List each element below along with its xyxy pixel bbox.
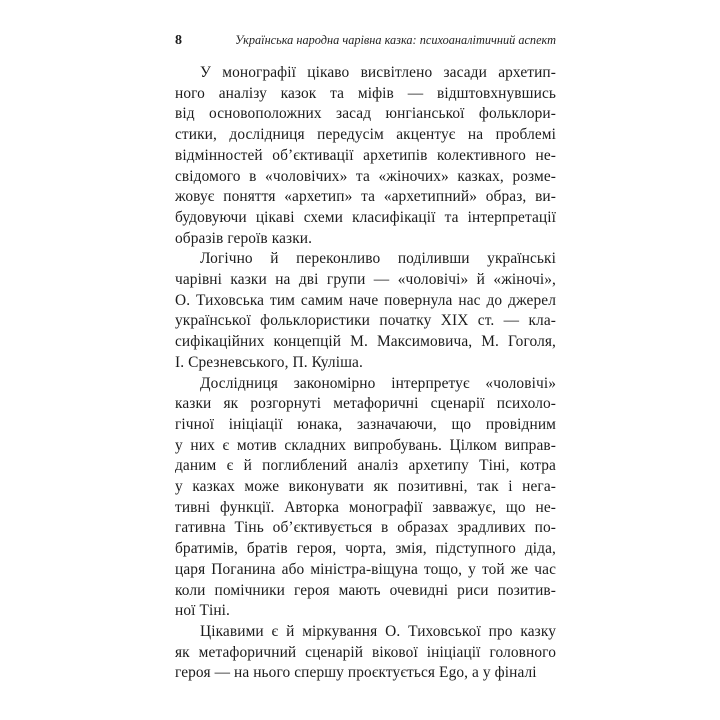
text-line: від основоположних засад юнгіанської фольклори- — [175, 105, 556, 123]
text-line: стики, дослідниця передусім акцентує на проблемі — [175, 126, 556, 144]
text-line: Логічно й переконливо поділивши українські — [200, 250, 556, 268]
paragraph — [175, 622, 556, 684]
text-line: Цікавими є й міркування О. Тиховської про казку — [200, 622, 556, 640]
body-text — [175, 63, 556, 684]
text-line: у казках може виконувати як позитивні, так і нега- — [175, 478, 556, 496]
paragraph — [175, 249, 556, 373]
text-line: О. Тиховська тим самим наче повернула нас до джерел — [175, 291, 556, 309]
text-line: ного аналізу казок та міфів — відштовхнувшись — [175, 84, 556, 102]
text-line: сифікаційних концепцій М. Максимовича, М. Гоголя, — [175, 333, 556, 351]
paragraph — [175, 63, 556, 249]
text-line: свідомого в «чоловічих» та «жіночих» казках, розме- — [175, 167, 556, 185]
text-line: даним є й поглиблений аналіз архетипу Тіні, котра — [175, 457, 556, 475]
running-header — [175, 33, 556, 49]
text-line: гативна Тінь об’єктивується в образах зрадливих по- — [175, 519, 556, 537]
text-line: І. Срезневського, П. Куліша. — [175, 353, 363, 371]
text-line: Дослідниця закономірно інтерпретує «чоловічі» — [200, 374, 556, 392]
page-number: 8 — [175, 33, 183, 48]
text-line: коли помічники героя мають очевидні риси позитив- — [175, 581, 556, 599]
running-title: Українська народна чарівна казка: психоаналітичний аспект — [235, 33, 556, 47]
text-line: казки як розгорнуті метафоричні сценарії психоло- — [175, 395, 556, 413]
text-line: гічної ініціації юнака, зазначаючи, що провідним — [175, 415, 556, 433]
text-line: царя Поганина або міністра-віщуна тощо, у той же час — [175, 560, 556, 578]
text-line: образів героїв казки. — [175, 229, 313, 247]
text-line: героя — на нього спершу проєктується Ego, а у фіналі — [175, 664, 537, 682]
text-line: У монографії цікаво висвітлено засади архетип- — [200, 64, 556, 81]
paragraph — [175, 374, 556, 622]
text-line: чарівні казки на дві групи — «чоловічі» й «жіночі», — [175, 271, 556, 289]
text-line: будовуючи цікаві схеми класифікації та інтерпретації — [175, 208, 556, 226]
text-line: жовує поняття «архетип» та «архетипний» образ, ви- — [175, 188, 556, 206]
text-line: української фольклористики початку XIX ст. — кла- — [175, 312, 556, 330]
text-line: братимів, братів героя, чорта, змія, підступного діда, — [175, 540, 556, 558]
text-line: тивні функції. Авторка монографії завважує, що не- — [175, 498, 556, 516]
text-line: відмінностей об’єктивації архетипів колективного не- — [175, 146, 556, 164]
text-line: як метафоричний сценарій вікової ініціації головного — [175, 643, 556, 661]
text-line: ної Тіні. — [175, 602, 230, 620]
text-line: у них є мотив складних випробувань. Цілком виправ- — [175, 436, 556, 454]
